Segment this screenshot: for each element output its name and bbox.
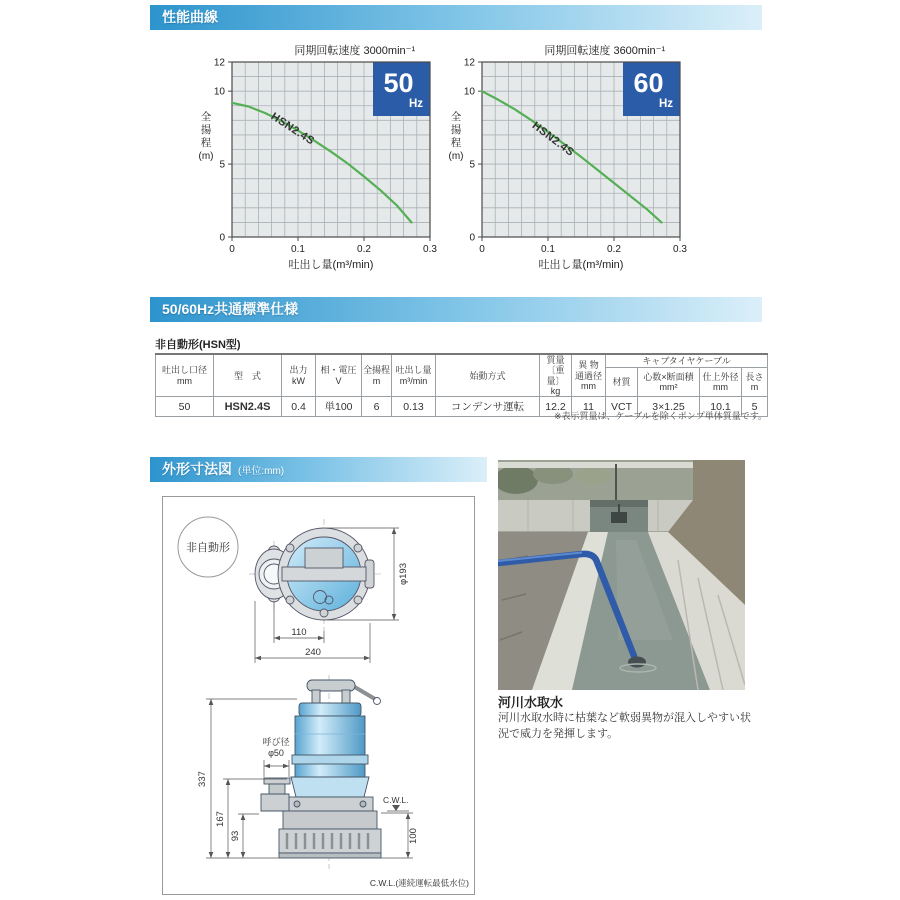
svg-text:0.1: 0.1: [541, 244, 555, 255]
svg-text:全: 全: [450, 111, 462, 123]
col-header-cable-cores: 心数×断面積 mm²: [638, 368, 700, 397]
col-header-cable-material: 材質: [606, 368, 638, 397]
cwl-label: C.W.L.: [383, 795, 409, 805]
table-footnote: ※表示質量は、ケーブルを除くポンプ単体質量です。: [553, 411, 767, 421]
svg-text:5: 5: [219, 159, 225, 171]
svg-text:Hz: Hz: [658, 98, 674, 110]
svg-text:0: 0: [469, 232, 475, 244]
cell-cable-od: 10.1: [700, 397, 742, 417]
col-header-head: 全揚程 m: [362, 354, 392, 397]
cell-bore: 50: [156, 397, 214, 417]
cell-mass: 12.2: [540, 397, 572, 417]
dimension-drawing-box: [162, 496, 475, 895]
cell-starting: コンデンサ運転: [436, 397, 540, 417]
nominal-diameter-label: 呼び径: [262, 737, 290, 747]
col-header-starting: 始動方式: [436, 354, 540, 397]
performance-chart-50hz: [186, 38, 442, 290]
photo-caption-body: 河川水取水時に枯葉など軟弱異物が混入しやすい状況で威力を発揮します。: [498, 712, 751, 740]
svg-text:(m): (m): [448, 151, 464, 162]
cell-solids: 11: [572, 397, 606, 417]
col-header-solids: 異 物 通過径 mm: [572, 354, 606, 397]
pump-top-view: [249, 519, 383, 631]
cell-head: 6: [362, 397, 392, 417]
section-title: 50/60Hz共通標準仕様: [162, 301, 299, 317]
svg-text:10: 10: [213, 86, 225, 98]
svg-text:12: 12: [463, 57, 475, 69]
dim-height-93: 93: [230, 830, 241, 842]
cwl-note: C.W.L.(連続運転最低水位): [369, 878, 469, 888]
svg-text:12: 12: [213, 57, 225, 69]
col-group-cable: キャブタイヤケーブル: [606, 354, 768, 368]
submersible-pump: [628, 657, 646, 668]
svg-text:揚: 揚: [200, 124, 212, 136]
col-header-bore: 吐出し口径 mm: [156, 354, 214, 397]
svg-text:10: 10: [463, 86, 475, 98]
svg-text:0: 0: [219, 232, 225, 244]
cell-output: 0.4: [282, 397, 316, 417]
svg-text:0: 0: [479, 244, 485, 255]
svg-text:同期回転速度 3000min⁻¹: 同期回転速度 3000min⁻¹: [294, 45, 416, 57]
dim-diameter-193: φ193: [398, 562, 409, 586]
svg-text:揚: 揚: [450, 124, 462, 136]
section-title: 性能曲線: [162, 9, 218, 25]
type-badge-circle: [178, 517, 238, 577]
svg-text:0.3: 0.3: [423, 244, 437, 255]
type-label: 非自動形: [186, 542, 230, 554]
svg-text:吐出し量(m³/min): 吐出し量(m³/min): [288, 259, 374, 271]
cell-model: HSN2.4S: [214, 397, 282, 417]
section-header-specs: [150, 297, 762, 322]
svg-text:60: 60: [633, 68, 664, 98]
cell-cable-cores: 3×1.25: [638, 397, 700, 417]
col-header-cable-od: 仕上外径 mm: [700, 368, 742, 397]
col-header-cable-length: 長さ m: [742, 368, 768, 397]
performance-chart-60hz: [436, 38, 692, 290]
svg-text:0.3: 0.3: [673, 244, 687, 255]
svg-text:0: 0: [229, 244, 235, 255]
svg-text:0.2: 0.2: [607, 244, 621, 255]
photo-caption-title: 河川水取水: [498, 695, 564, 710]
spec-table: [155, 353, 768, 417]
col-header-mass: 質量 〔重量〕 kg: [540, 354, 572, 397]
svg-text:50: 50: [383, 68, 414, 98]
spec-table-title: 非自動形(HSN型): [155, 339, 241, 351]
svg-text:HSN2.4S: HSN2.4S: [529, 119, 577, 159]
cell-discharge: 0.13: [392, 397, 436, 417]
svg-text:程: 程: [200, 137, 212, 149]
col-header-output: 出力 kW: [282, 354, 316, 397]
col-header-discharge: 吐出し量 m³/min: [392, 354, 436, 397]
cell-cable-length: 5: [742, 397, 768, 417]
dim-height-337: 337: [197, 771, 208, 787]
svg-text:全: 全: [200, 111, 212, 123]
cell-voltage: 単100: [316, 397, 362, 417]
svg-text:吐出し量(m³/min): 吐出し量(m³/min): [538, 259, 624, 271]
pump-side-view: [261, 675, 381, 869]
dim-width-110: 110: [291, 627, 307, 638]
cell-cable-material: VCT: [606, 397, 638, 417]
svg-text:HSN2.4S: HSN2.4S: [268, 110, 317, 148]
nominal-diameter-value: φ50: [268, 748, 284, 758]
svg-text:0.1: 0.1: [291, 244, 305, 255]
photo-background: [498, 460, 745, 690]
section-header-dimensions: [150, 457, 487, 482]
unit-note: (単位:mm): [238, 466, 285, 477]
col-header-model: 型 式: [214, 354, 282, 397]
svg-text:5: 5: [469, 159, 475, 171]
dimension-diagram: [163, 497, 474, 894]
dim-height-167: 167: [215, 811, 226, 827]
svg-text:(m): (m): [198, 151, 214, 162]
river-intake-photo: [498, 460, 745, 690]
svg-text:0.2: 0.2: [357, 244, 371, 255]
col-header-voltage: 相・電圧 V: [316, 354, 362, 397]
svg-text:程: 程: [450, 137, 462, 149]
section-title: 外形寸法図: [162, 461, 232, 477]
section-header-performance: [150, 5, 762, 30]
svg-text:Hz: Hz: [408, 98, 424, 110]
dim-width-240: 240: [305, 647, 321, 658]
svg-text:同期回転速度 3600min⁻¹: 同期回転速度 3600min⁻¹: [544, 45, 666, 57]
dim-height-100: 100: [408, 828, 419, 844]
